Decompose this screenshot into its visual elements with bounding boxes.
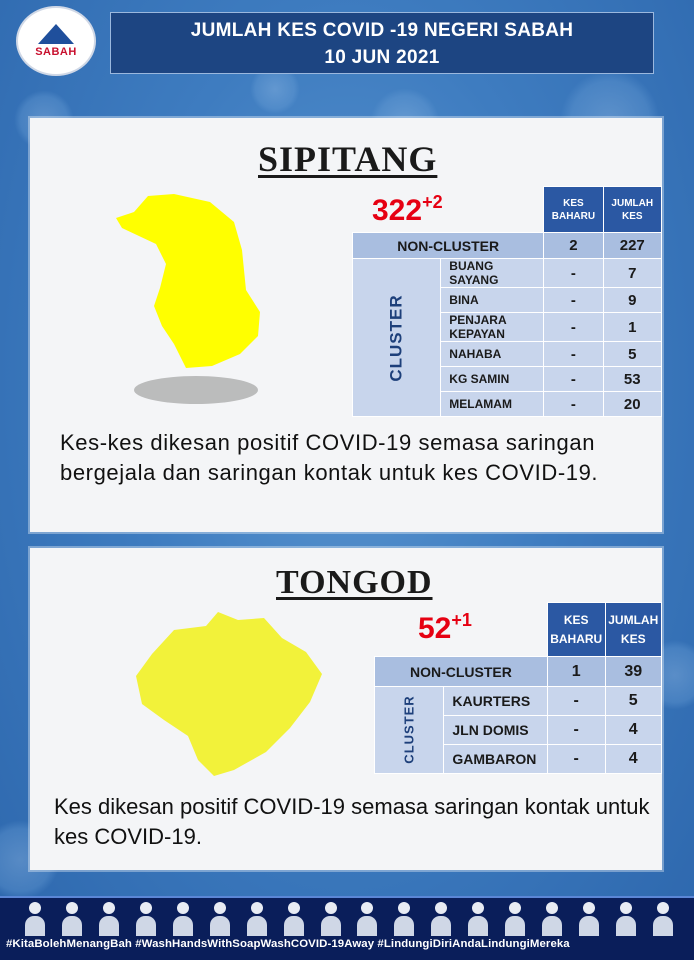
cluster-new: - <box>547 687 605 716</box>
person-icon <box>135 902 157 936</box>
district-panel-tongod <box>30 548 662 870</box>
cluster-name: BINA <box>441 288 544 313</box>
cluster-name: KAURTERS <box>444 687 548 716</box>
non-cluster-new: 1 <box>547 657 605 687</box>
cluster-total: 4 <box>605 745 661 774</box>
cluster-name: NAHABA <box>441 342 544 367</box>
sabah-logo <box>16 6 96 76</box>
district-name: TONGOD <box>276 564 433 601</box>
cluster-total: 5 <box>603 342 661 367</box>
person-icon <box>541 902 563 936</box>
header-kes-baharu: KES BAHARU <box>547 603 605 657</box>
person-icon <box>393 902 415 936</box>
cluster-new: - <box>544 392 603 417</box>
title-date: 10 JUN 2021 <box>324 47 440 68</box>
cluster-total: 53 <box>603 367 661 392</box>
hashtags: #KitaBolehMenangBah #WashHandsWithSoapWashCOVID-19Away #LindungiDiriAndaLindungiMereka <box>6 938 570 950</box>
person-icon <box>320 902 342 936</box>
person-icon <box>209 902 231 936</box>
cluster-name: JLN DOMIS <box>444 716 548 745</box>
total-cases-increment: +1 <box>451 610 472 630</box>
non-cluster-label: NON-CLUSTER <box>353 233 544 259</box>
cluster-new: - <box>544 313 603 342</box>
person-icon <box>652 902 674 936</box>
cluster-label: CLUSTER <box>375 687 444 774</box>
person-icon <box>246 902 268 936</box>
person-icon <box>24 902 46 936</box>
cluster-label: CLUSTER <box>353 259 441 417</box>
person-icon <box>356 902 378 936</box>
district-description: Kes-kes dikesan positif COVID-19 semasa saringan bergejala dan saringan kontak untuk kes COVID-19. <box>60 430 599 485</box>
header-kes-baharu: KES BAHARU <box>544 187 603 233</box>
cluster-new: - <box>544 367 603 392</box>
person-icon <box>98 902 120 936</box>
table-row <box>353 233 662 259</box>
cluster-name: MELAMAM <box>441 392 544 417</box>
cluster-new: - <box>544 342 603 367</box>
person-icon <box>615 902 637 936</box>
cluster-total: 20 <box>603 392 661 417</box>
frontliner-figures <box>24 902 674 938</box>
page-title <box>110 12 654 74</box>
total-cases-value: 322 <box>372 194 423 227</box>
person-icon <box>172 902 194 936</box>
cluster-name: BUANG SAYANG <box>441 259 544 288</box>
cluster-name: KG SAMIN <box>441 367 544 392</box>
person-icon <box>467 902 489 936</box>
non-cluster-new: 2 <box>544 233 603 259</box>
cluster-total: 7 <box>603 259 661 288</box>
district-name: SIPITANG <box>258 139 438 179</box>
table-row <box>375 657 662 687</box>
person-icon <box>283 902 305 936</box>
district-description: Kes dikesan positif COVID-19 semasa saringan kontak untuk kes COVID-19. <box>54 794 650 849</box>
table-row <box>353 259 662 288</box>
non-cluster-total: 39 <box>605 657 661 687</box>
cluster-new: - <box>547 745 605 774</box>
cluster-total: 9 <box>603 288 661 313</box>
cluster-total: 1 <box>603 313 661 342</box>
footer-banner <box>0 896 694 960</box>
title-line-1: JUMLAH KES COVID -19 NEGERI SABAH <box>190 20 574 41</box>
header-jumlah-kes: JUMLAH KES <box>603 187 661 233</box>
cluster-new: - <box>544 259 603 288</box>
cluster-new: - <box>544 288 603 313</box>
logo-text: SABAH <box>35 46 77 58</box>
cluster-name: GAMBARON <box>444 745 548 774</box>
cluster-new: - <box>547 716 605 745</box>
table-row <box>375 687 662 716</box>
total-cases-value: 52 <box>418 612 452 645</box>
total-cases-increment: +2 <box>422 192 443 212</box>
mountain-icon <box>38 24 74 44</box>
cases-table <box>352 186 662 417</box>
sipitang-map <box>114 194 274 410</box>
cases-table <box>374 602 662 774</box>
header-jumlah-kes: JUMLAH KES <box>605 603 661 657</box>
person-icon <box>504 902 526 936</box>
person-icon <box>61 902 83 936</box>
person-icon <box>430 902 452 936</box>
tongod-map <box>134 610 324 780</box>
cluster-name: PENJARA KEPAYAN <box>441 313 544 342</box>
non-cluster-label: NON-CLUSTER <box>375 657 548 687</box>
person-icon <box>578 902 600 936</box>
cluster-total: 4 <box>605 716 661 745</box>
non-cluster-total: 227 <box>603 233 661 259</box>
district-panel-sipitang <box>30 118 662 532</box>
cluster-total: 5 <box>605 687 661 716</box>
